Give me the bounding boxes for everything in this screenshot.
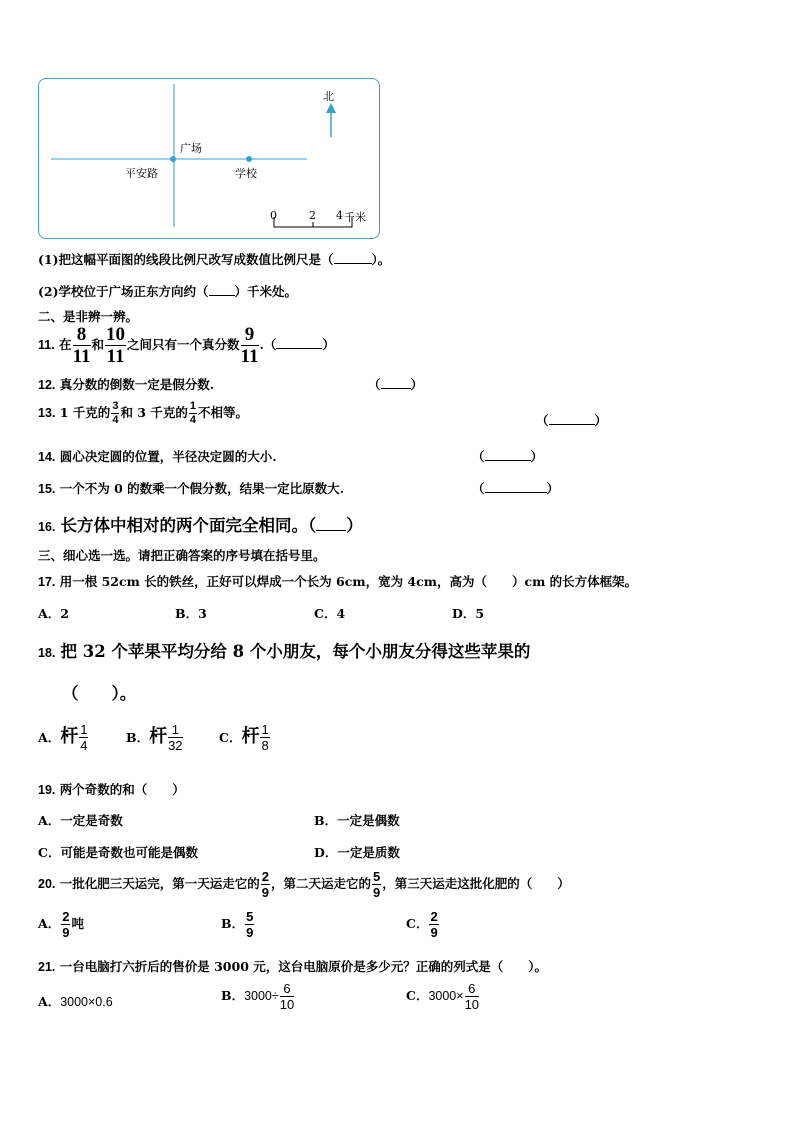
fraction: $\frac{2}{9}$ [430, 909, 438, 940]
question-11: 11. 在 $\frac{8}{11}$ 和 $\frac{10}{11}$ 之间只有一个真分数 $\frac{9}{11}$ .（ ） [38, 324, 335, 367]
fraction: $\frac{9}{11}$ [240, 324, 259, 367]
map-figure [38, 78, 380, 239]
square-point [170, 156, 176, 162]
option-c[interactable]: C． $\frac{2}{9}$ [406, 909, 438, 940]
question-15: 15. 一个不为 0 的数乘一个假分数，结果一定比原数大. [38, 481, 345, 496]
school-point [246, 156, 252, 162]
school-label: 学校 [235, 167, 257, 180]
option-c[interactable]: C．杆 $\frac{1}{8}$ [219, 722, 269, 753]
answer-blank[interactable] [381, 378, 411, 389]
question-12: 12. 真分数的倒数一定是假分数. [38, 377, 215, 392]
fraction: $\frac{2}{9}$ [62, 909, 70, 940]
question-16: 16. 长方体中相对的两个面完全相同。（ ） [38, 516, 363, 535]
scale-unit: 千米 [344, 211, 366, 224]
fraction: $\frac{2}{9}$ [261, 869, 269, 900]
option-a[interactable]: A．2 [38, 606, 69, 621]
fraction: $\frac{6}{10}$ [464, 981, 480, 1012]
option-a[interactable]: A．一定是奇数 [38, 813, 123, 828]
option-a[interactable]: A．3000×0.6 [38, 994, 113, 1009]
scale-0: 0 [270, 209, 277, 222]
question-13: 13. 1 千克的 $\frac{3}{4}$ 和 3 千克的 $\frac{1}{4}$ 不相等。 [38, 400, 248, 426]
question-13-answer: （ ） [536, 413, 608, 428]
scale-2: 2 [309, 209, 316, 222]
question-19: 19. 两个奇数的和（ ） [38, 782, 185, 797]
fraction: $\frac{1}{4}$ [189, 400, 196, 426]
option-a[interactable]: A． $\frac{2}{9}$ 吨 [38, 909, 84, 940]
option-c[interactable]: C．4 [314, 606, 346, 621]
question-18: 18. 把 32 个苹果平均分给 8 个小朋友，每个小朋友分得这些苹果的 [38, 642, 531, 661]
answer-blank[interactable] [549, 414, 595, 425]
fraction: $\frac{8}{11}$ [72, 324, 91, 367]
section-2-heading: 二、是非辨一辨。 [38, 309, 139, 324]
option-b[interactable]: B．一定是偶数 [314, 813, 400, 828]
answer-blank[interactable] [485, 482, 547, 493]
answer-blank[interactable] [316, 520, 346, 531]
question-map-2: (2)学校位于广场正东方向约（ ）千米处。 [38, 284, 298, 299]
option-d[interactable]: D．一定是质数 [314, 845, 400, 860]
question-14-answer: （ ） [472, 449, 544, 464]
scale-4: 4 [336, 209, 343, 222]
question-map-1: (1)把这幅平面图的线段比例尺改写成数值比例尺是（ ）。 [38, 252, 391, 267]
question-20: 20. 一批化肥三天运完，第一天运走它的 $\frac{2}{9}$ ，第二天运走它的 $\frac{5}{9}$ ，第三天运走这批化肥的（ ） [38, 869, 570, 900]
north-label: 北 [323, 90, 334, 103]
answer-blank[interactable] [334, 253, 372, 264]
answer-blank[interactable] [485, 450, 531, 461]
answer-blank[interactable] [276, 338, 322, 349]
option-d[interactable]: D．5 [452, 606, 485, 621]
fraction: $\frac{6}{10}$ [279, 981, 295, 1012]
fraction: $\frac{1}{32}$ [168, 722, 183, 753]
option-b[interactable]: B．杆 $\frac{1}{32}$ [126, 722, 183, 753]
option-b[interactable]: B． $\frac{5}{9}$ [221, 909, 254, 940]
section-3-heading: 三、细心选一选。请把正确答案的序号填在括号里。 [38, 548, 326, 563]
fraction: $\frac{10}{11}$ [106, 324, 126, 367]
question-18-line2: （ ）。 [62, 684, 137, 703]
option-c[interactable]: C．可能是奇数也可能是偶数 [38, 845, 198, 860]
option-c[interactable]: C．3000× $\frac{6}{10}$ [406, 981, 480, 1012]
square-label: 广场 [180, 142, 202, 155]
fraction: $\frac{1}{8}$ [261, 722, 269, 753]
fraction: $\frac{1}{4}$ [80, 722, 88, 753]
road-label: 平安路 [125, 167, 158, 180]
answer-blank[interactable] [209, 285, 235, 296]
question-21: 21. 一台电脑打六折后的售价是 3000 元，这台电脑原价是多少元？正确的列式是（ ）。 [38, 959, 547, 974]
question-17: 17. 用一根 52cm 长的铁丝，正好可以焊成一个长为 6cm，宽为 4cm，高为（ ）cm 的长方体框架。 [38, 574, 638, 589]
option-b[interactable]: B．3 [175, 606, 207, 621]
question-12-answer: （ ） [368, 377, 424, 392]
fraction: $\frac{5}{9}$ [246, 909, 254, 940]
question-14: 14. 圆心决定圆的位置，半径决定圆的大小. [38, 449, 277, 464]
fraction: $\frac{5}{9}$ [373, 869, 381, 900]
fraction: $\frac{3}{4}$ [112, 400, 119, 426]
question-15-answer: （ ） [472, 481, 560, 496]
option-b[interactable]: B．3000÷ $\frac{6}{10}$ [221, 981, 295, 1012]
option-a[interactable]: A．杆 $\frac{1}{4}$ [38, 722, 88, 753]
